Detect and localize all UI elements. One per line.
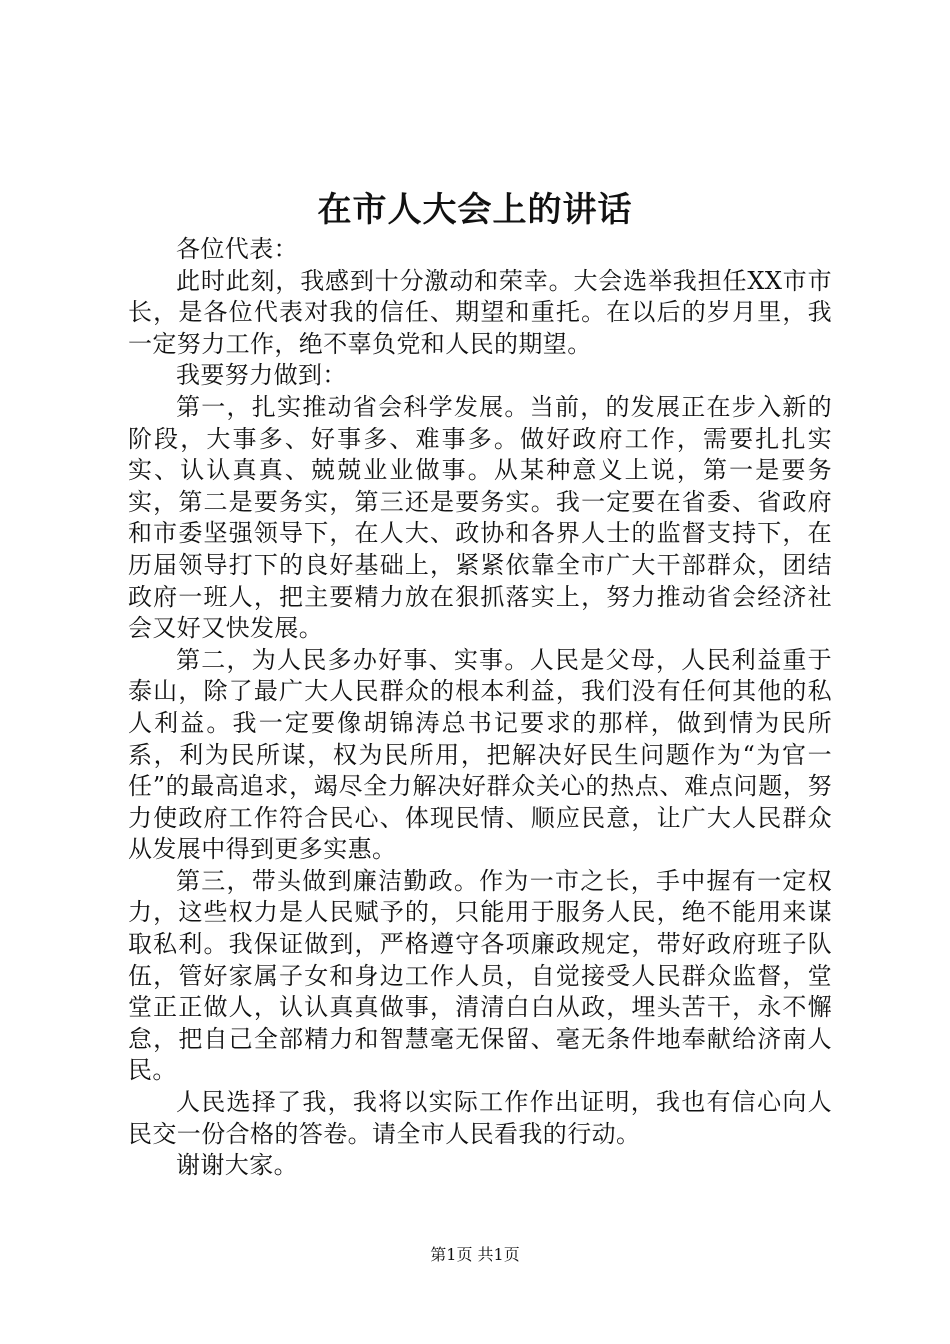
body-paragraph: 此时此刻，我感到十分激动和荣幸。大会选举我担任XX市市长，是各位代表对我的信任、期望和重托。在以后的岁月里，我一定努力工作，绝不辜负党和人民的期望。: [128, 266, 832, 358]
body-paragraph: 第三，带头做到廉洁勤政。作为一市之长，手中握有一定权力，这些权力是人民赋予的，只能用于服务人民，绝不能用来谋取私利。我保证做到，严格遵守各项廉政规定，带好政府班子队伍，管好家属子女和身边工作人员，自觉接受人民群众监督，堂堂正正做人，认认真真做事，清清白白从政，埋头苦干，永不懈怠，把自己全部精力和智慧毫无保留、毫无条件地奉献给济南人民。: [128, 866, 832, 1085]
document-title: 在市人大会上的讲话: [317, 190, 633, 230]
salutation-paragraph: 各位代表：: [176, 235, 298, 263]
closing-paragraph: 谢谢大家。: [176, 1151, 298, 1180]
document-body: [128, 234, 832, 1182]
body-paragraph: 第一，扎实推动省会科学发展。当前，的发展正在步入新的阶段，大事多、好事多、难事多。做好政府工作，需要扎扎实实、认认真真、兢兢业业做事。从某种意义上说，第一是要务实，第二是要务实，第三还是要务实。我一定要在省委、省政府和市委坚强领导下，在人大、政协和各界人士的监督支持下，在历届领导打下的良好基础上，紧紧依靠全市广大干部群众，团结政府一班人，把主要精力放在狠抓落实上，努力推动省会经济社会又好又快发展。: [128, 392, 832, 643]
body-paragraph: 第二，为人民多办好事、实事。人民是父母，人民利益重于泰山，除了最广大人民群众的根本利益，我们没有任何其他的私人利益。我一定要像胡锦涛总书记要求的那样，做到情为民所系，利为民所谋，权为民所用，把解决好民生问题作为“为官一任”的最高追求，竭尽全力解决好群众关心的热点、难点问题，努力使政府工作符合民心、体现民情、顺应民意，让广大人民群众从发展中得到更多实惠。: [128, 645, 832, 864]
body-paragraph: 人民选择了我，我将以实际工作作出证明，我也有信心向人民交一份合格的答卷。请全市人民看我的行动。: [128, 1088, 832, 1148]
page-number-footer: 第1页 共1页: [430, 1245, 520, 1264]
body-paragraph: 我要努力做到：: [176, 361, 347, 390]
